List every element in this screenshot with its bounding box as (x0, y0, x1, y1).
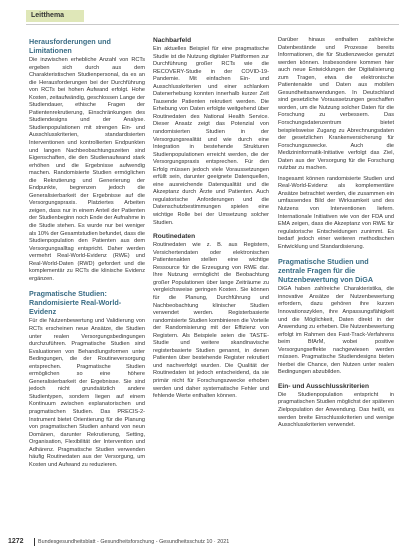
body-paragraph: Routinedaten wie z. B. aus Registern, Versichertendaten oder elektronischen Patientenakten stellen eine wichtige Ressource für die Erzeugung von RWE dar. Ihre Nutzung ermöglicht die Beobachtung großer Populationen über lange Zeiträume zu vergleichsweise geringen Kosten. Sie können für die Planung, Durchführung und Nachbeobachtung klinischer Studien verwendet werden. Registerbasierte randomisierte Studien kombinieren die Vorteile der Randomisierung mit der Effizienz von Registern. Als Beispiele seien die TASTE-Studie und weitere skandinavische registerbasierte Studien genannt, in denen Patienten über bestehende Register rekrutiert und nachverfolgt wurden. Die Qualität der Routinedaten ist jedoch entscheidend, da sie primär nicht für Forschungszwecke erhoben werden und daher systematische Fehler und fehlende Werte enthalten können. (153, 242, 269, 400)
body-paragraph: Die inzwischen erhebliche Anzahl von RCTs ergeben sich durch aus dem Charakteristischen Studienpersonal, da es an die Herausforderungen bei der Durchführung von RCTs bei hohen Aufwand erfolgt. Hohe Kosten, zeitaufwändig, geschlossen Lange der Studiendauer, ethische Fragen der Patientenrekrutierung, Einschränkungen des Studiendesigns und der Analyse. Studienpopulationen mit strengen Ein- und Ausschlusskriterien, standardisierten Interventionen und kontrollierten Endpunkten und langen Nachbeobachtungszeiten sind Eigenschaften, die den Studienaufwand stark erhöhen und die Ergebnisse aufwendig machen. Randomisierte Studien ermöglichen die Rekrutierung und Generierung der Endpunkte, begrenzen jedoch die Generalisierbarkeit der Ergebnisse auf die Versorgungspraxis. Platziertes Arbeiten zeigen, dass nur in einem Anteil der Patienten der Studienbeginn noch Ende der Aufnahme in die Studie stehen. Es wurde nur bei weniger als 10% der Gesamtstudien befundet, dass die Studienpopulation den Patienten aus dem Versorgungsalltag entspricht. Daher werden vermehrt Real-World-Evidenz (RWE) und Real-World-Daten (RWD) gefordert und die komplementär zu RCTs die klinische Evidenz ergänzen. (29, 57, 146, 282)
subsection-heading: Routinedaten (153, 233, 196, 241)
column-left (29, 37, 145, 472)
body-paragraph: Die Studienpopulation entspricht in pragmatischen Studien möglichst der späteren Zielpopulation der Anwendung. Das heißt, es werden breite Einschlusskriterien und wenige Ausschlusskriterien verwendet. (278, 391, 394, 429)
section-heading: Pragmatische Studien: Randomisierte Real-World-Evidenz (29, 289, 122, 317)
section-tag-label: Leitthema (31, 12, 65, 19)
page-number: 1272 (8, 538, 24, 545)
subsection-heading: Nachbarfeld (153, 37, 192, 44)
body-paragraph: Insgesamt können randomisierte Studien und Real-World-Evidenz als komplementäre Ansätze betrachtet werden, die zusammen ein umfassendes Bild der Wirksamkeit und des Nutzens von Interventionen liefern. Internationale Initiativen wie von der FDA und EMA zeigen, dass die Akzeptanz von RWE für regulatorische Entscheidungen zunimmt. Es bedarf jedoch einer weiteren methodischen Entwicklung und Standardisierung. (278, 175, 394, 250)
page-footer (0, 537, 413, 549)
section-tag (26, 10, 84, 22)
body-paragraph: Darüber hinaus enthalten zahlreiche Datenbestände und Prozesse bereits Informationen, die für Studienzwecke genutzt werden können. Insbesondere kommen hier auch neue Entwicklungen der Digitalisierung zum Tragen, etwa die elektronische Patientenakte und Daten aus mobilen Gesundheitsanwendungen. In Deutschland sind gesetzliche Voraussetzungen geschaffen worden, um die Nutzung solcher Daten für die Forschung zu verbessern. Das Forschungsdatenzentrum bietet beispielsweise Zugang zu Abrechnungsdaten der gesetzlichen Krankenversicherung für Forschungszwecke. Auch die Medizininformatik-Initiative verfolgt das Ziel, Daten aus der Versorgung für die Forschung nutzbar zu machen. (278, 37, 394, 172)
column-middle (153, 37, 269, 404)
body-paragraph: Ein aktuelles Beispiel für eine pragmatische Studie ist die Nutzung digitaler Plattformen zur Durchführung großer RCTs wie die RECOVERY-Studie in der COVID-19-Pandemie. Mit einfachen Ein- und Ausschlusskriterien und einer schlanken Datenerhebung konnten innerhalb kurzer Zeit Tausende Patienten rekrutiert werden. Die Erhebung von Daten erfolgte weitgehend über Routinedaten des National Health Service. Dieser Ansatz zeigt das Potenzial von randomisierten Studien in der Versorgungsrealität und wie durch eine Integration in bestehende Strukturen Studienpopulationen erreicht werden, die der Versorgungspraxis entsprechen. Für den Erfolg müssen jedoch viele Voraussetzungen erfüllt sein, darunter geeignete Datenquellen, eine ausreichende Datenqualität und die Akzeptanz durch Ärzte und Patienten. Auch regulatorische Anforderungen und die Datenschutzbestimmungen spielen eine wichtige Rolle bei der Umsetzung solcher Studien. (153, 46, 269, 226)
section-heading: Herausforderungen und Limitationen (29, 37, 111, 55)
body-paragraph: DiGA haben zahlreiche Charakteristika, die innovative Ansätze der Nutzenbewertung erfordern, dazu gehören ihre kurzen Innovationszyklen, ihre Anpassungsfähigkeit und die Möglichkeit, Daten direkt in der Anwendung zu erheben. Die Nutzenbewertung erfolgt im Rahmen des Fast-Track-Verfahrens beim BfArM, wobei positive Versorgungseffekte nachgewiesen werden müssen. Pragmatische Studiendesigns bieten hierbei die Chance, den Nutzen unter realen Bedingungen abzubilden. (278, 286, 394, 376)
footer-divider (34, 538, 35, 546)
body-paragraph: Für die Nutzenbewertung und Validierung von RCTs erscheinen neue Ansätze, die Studien unter realen Versorgungsbedingungen durchzuführen. Pragmatische Studien sind Evaluationen von Behandlungsformen unter Bedingungen, die der Routineversorgung entsprechen. Pragmatische Studien ermöglichen so eine höhere Generalisierbarkeit der Ergebnisse. Sie sind jedoch nicht grundsätzlich andere Studientypen, sondern liegen auf einem Kontinuum zwischen explanatorischen und pragmatischen Studien. Das PRECIS-2-Instrument bietet Orientierung für die Planung von pragmatischen Studien anhand von neun Domänen, darunter Rekrutierung, Setting, Organisation, Flexibilität der Intervention und Adhärenz. Pragmatische Studien verwenden häufig Routinedaten aus der Versorgung, um Kosten und Aufwand zu reduzieren. (29, 318, 145, 468)
column-right (278, 37, 394, 433)
subsection-heading: Ein- und Ausschlusskriterien (278, 382, 369, 390)
section-header (26, 7, 399, 25)
journal-citation: Bundesgesundheitsblatt - Gesundheitsforschung - Gesundheitsschutz 10 · 2021 (38, 539, 230, 545)
section-heading: Pragmatische Studien und zentrale Fragen für die Nutzenbewertung von DiGA (278, 257, 374, 285)
